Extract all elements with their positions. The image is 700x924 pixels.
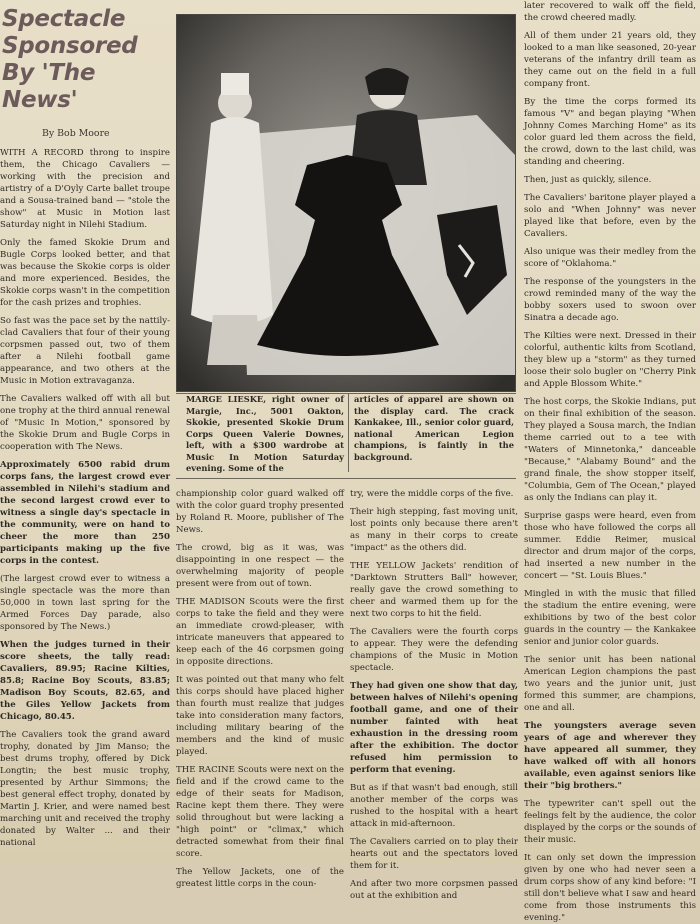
- paragraph: All of them under 21 years old, they looked to a man like seasoned, 20-year veterans of the infantry drill team as they came out on the field in a full company front.: [524, 31, 696, 89]
- paragraph: later recovered to walk off the field, the crowd cheered madly.: [524, 1, 696, 23]
- news-photo: [176, 14, 516, 392]
- paragraph: Then, just as quickly, silence.: [524, 175, 652, 185]
- caption-right: articles of apparel are shown on the display card. The crack Kankakee, Ill., senior color guard, national American Legion champions, is faintly in the background.: [354, 394, 514, 462]
- paragraph: Surprise gasps were heard, even from those who have followed the corps all summer. Eddie Reimer, musical director and drum major of the corps, had inserted a new number in the concert — "St. Louis Blues.": [524, 511, 696, 581]
- paragraph: Approximately 6500 rabid drum corps fans, the largest crowd ever assembled in Nilehi's stadium and the second largest crowd ever to witness a single day's spectacle in the community, were on hand to cheer the more than 250 participants making up the five corps in the contest.: [0, 460, 170, 566]
- paragraph: But as if that wasn't bad enough, still another member of the corps was rushed to the hospital with a heart attack in mid-afternoon.: [350, 783, 518, 829]
- paragraph: It can only set down the impression given by one who had never seen a drum corps show of any kind before: "I still don't believe what I saw and heard come from those instruments this evening.": [524, 853, 696, 923]
- caption-divider: [348, 394, 349, 472]
- paragraph: (The largest crowd ever to witness a single spectacle was the more than 50,000 in town last spring for the Armed Forces Day parade, also sponsored by The News.): [0, 574, 170, 632]
- caption-left: MARGE LIESKE, right owner of Margie, Inc., 5001 Oakton, Skokie, presented Skokie Drum Corps Queen Valerie Downes, left, with a $300 wardrobe at Music In Motion Saturday evening. Some of the: [186, 394, 344, 473]
- paragraph: The typewriter can't spell out the feelings felt by the audience, the color displayed by the corps or the sounds of their music.: [524, 799, 696, 845]
- paragraph: The crowd, big as it was, was disappointing in one respect — the overwhelming majority of people present were from out of town.: [176, 543, 344, 589]
- paragraph: WITH A RECORD throng to inspire them, the Chicago Cavaliers — working with the precision and artistry of a D'Oyly Carte ballet troupe and a Sousa-trained band — "stole the show" at Music in Motion last Saturday night in Nilehi Stadium.: [0, 148, 170, 230]
- paragraph: The senior unit has been national American Legion champions the past two years and the junior unit, just formed this summer, are champions, one and all.: [524, 655, 696, 713]
- paragraph: THE YELLOW Jackets' rendition of "Darktown Strutters Ball" however, really gave the crowd something to cheer and warmed them up for the next two corps to hit the field.: [350, 561, 518, 619]
- paragraph: The Kilties were next. Dressed in their colorful, authentic kilts from Scotland, they blew up a "storm" as they turned loose their solo bugler on "Cherry Pink and Apple Blossom White.": [524, 331, 696, 389]
- paragraph: THE RACINE Scouts were next on the field and if the crowd came to the edge of their seats for Madison, Racine kept them there. They were solid throughout but were lacking a "high point" or "climax," which detracted somewhat from their final score.: [176, 765, 344, 859]
- paragraph: The response of the youngsters in the crowd reminded many of the way the bobby soxers used to swoon over Sinatra a decade ago.: [524, 277, 696, 323]
- article-column-3: [350, 488, 518, 901]
- paragraph: Their high stepping, fast moving unit, lost points only because there aren't as many in their corps to create "impact" as the others did.: [350, 507, 518, 553]
- column-1-body: [0, 147, 170, 849]
- paragraph: Also unique was their medley from the score of "Oklahoma.": [524, 247, 696, 269]
- photo-caption: [176, 394, 516, 472]
- photo-illustration: [177, 15, 515, 391]
- article-column-4: [520, 0, 700, 923]
- paragraph: The Cavaliers walked off with all but one trophy at the third annual renewal of "Music In Motion," sponsored by the Skokie Drum and Bugle Corps in cooperation with The News.: [0, 394, 170, 452]
- paragraph: So fast was the pace set by the nattily-clad Cavaliers that four of their young corpsmen passed out, two of them after a Nilehi football game appearance, and two others at the Music in Motion extravaganza.: [0, 316, 170, 386]
- paragraph: The Cavaliers took the grand award trophy, donated by Jim Manso; the best drums trophy, offered by Dick Longtin; the best music trophy, presented by Arthur Simmons; the best general effect trophy, donated by Martin J. Krier, and were named best marching unit and received the trophy donated by Walter ... and their national: [0, 730, 170, 848]
- byline: By Bob Moore: [42, 128, 110, 139]
- article-column-2: [176, 488, 344, 889]
- paragraph: THE MADISON Scouts were the first corps to take the field and they were an immediate crowd-pleaser, with intricate maneuvers that appeared to keep each of the 46 corpsmen going in opposite directions.: [176, 597, 344, 667]
- paragraph: When the judges turned in their score sheets, the tally read: Cavaliers, 89.95; Racine Kilties, 85.8; Racine Boy Scouts, 83.85; Madison Boy Scouts, 82.65, and the Giles Yellow Jackets from Chicago, 80.45.: [0, 640, 170, 722]
- headline: Spectacle Sponsored By 'The News': [2, 6, 138, 113]
- paragraph: The host corps, the Skokie Indians, put on their final exhibition of the season. They played a Sousa march, the Indian theme carried out to a tee with "Waters of Minnetonka," danceable "Because," "Alabamy Bound" and the grand finale, the show stopper itself, "Columbia, Gem of The Ocean," played as only the Indians can play it.: [524, 397, 696, 503]
- paragraph: The Cavaliers carried on to play their hearts out and the spectators loved them for it.: [350, 837, 518, 871]
- paragraph: The Cavaliers were the fourth corps to appear. They were the defending champions of the Music in Motion spectacle.: [350, 627, 518, 673]
- paragraph: By the time the corps formed its famous "V" and began playing "When Johnny Comes Marching Home" as its color guard led them across the field, the crowd, down to the last child, was standing and cheering.: [524, 97, 696, 167]
- caption-bottom-rule: [176, 478, 516, 479]
- paragraph: The youngsters average seven years of age and wherever they have appeared all summer, they have walked off with all honors available, even against seniors like their "big brothers.": [524, 721, 696, 791]
- paragraph: They had given one show that day, between halves of Nilehi's opening football game, and one of their number fainted with heat exhaustion in the dressing room after the exhibition. The doctor refused him permission to perform that evening.: [350, 681, 518, 775]
- article-column-1: [0, 0, 170, 864]
- paragraph: The Yellow Jackets, one of the greatest little corps in the coun-: [176, 867, 344, 889]
- paragraph: championship color guard walked off with the color guard trophy presented by Roland R. Moore, publisher of The News.: [176, 489, 344, 535]
- paragraph: And after two more corpsmen passed out at the exhibition and: [350, 879, 518, 901]
- paragraph: It was pointed out that many who felt this corps should have placed higher than fourth must realize that judges take into consideration many factors, including military bearing of the members and the kind of music played.: [176, 675, 344, 757]
- paragraph: The Cavaliers' baritone player played a solo and "When Johnny" was never played like that before, even by the Cavaliers.: [524, 193, 696, 239]
- paragraph: Mingled in with the music that filled the stadium the entire evening, were exhibitions by two of the best color guards in the country — the Kankakee senior and junior color guards.: [524, 589, 696, 647]
- paragraph: try, were the middle corps of the five.: [350, 489, 514, 499]
- paragraph: Only the famed Skokie Drum and Bugle Corps looked better, and that was because the Skokie corps is older and more experienced. Besides, the Skokie corps wasn't in the competition for the cash prizes and trophies.: [0, 238, 170, 308]
